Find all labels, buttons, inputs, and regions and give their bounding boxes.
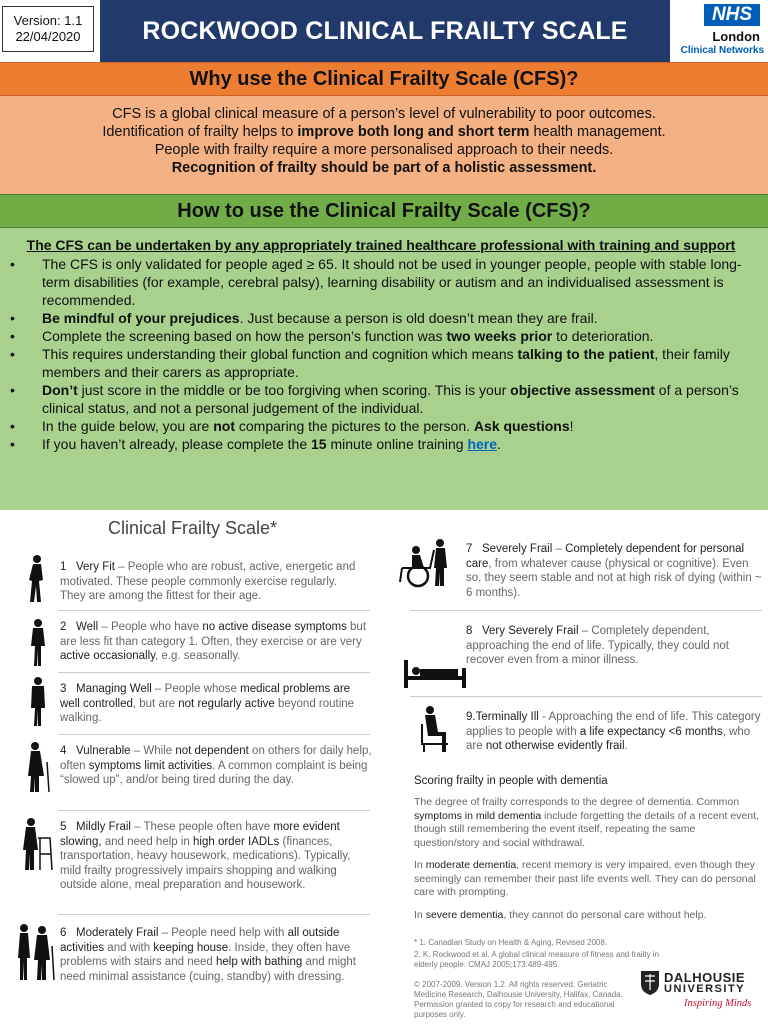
level-2-k1: no active disease symptoms <box>202 621 347 633</box>
level-5-t1: These people often have <box>143 821 274 833</box>
level-4 <box>60 744 372 788</box>
level-6-t3: . Inside, they often have problems with stairs and need <box>60 941 351 968</box>
list-item <box>8 381 754 417</box>
dementia-para-3 <box>414 909 759 923</box>
version-date: 22/04/2020 <box>15 29 81 44</box>
dementia-title: Scoring frailty in people with dementia <box>414 775 608 787</box>
how-b4-c: , their family members and their carers as appropriate. <box>42 346 730 380</box>
how-b6-bold1: not <box>213 418 235 434</box>
level-4-name: Vulnerable <box>76 745 131 757</box>
how-b5-bold2: objective assessment <box>510 382 655 398</box>
level-5-t3: (finances, transportation, heavy housework, medications). Typically, mild frailty progressively impairs shopping and walking outside alone, meal preparation and housework. <box>60 835 351 891</box>
level-8-number: 8 <box>466 625 473 637</box>
copyright-note: © 2007-2009. Version 1.2. All rights reserved. Geriatric Medicine Research, Dalhousie University, Halifax, Canada. Permission granted to copy for research and educational purposes only. <box>414 980 623 1019</box>
bullet: • <box>10 256 15 272</box>
why-body <box>0 96 768 194</box>
level-4-t3: . A common complaint is being “slowed up”, and/or being tired during the day. <box>60 759 368 786</box>
level-6-number: 6 <box>60 927 67 939</box>
how-body <box>0 228 768 510</box>
bullet: • <box>10 328 15 344</box>
level-3 <box>60 682 372 726</box>
version-box <box>2 6 94 52</box>
level-2-name: Well <box>76 621 99 633</box>
how-b2-bold: Be mindful of your prejudices <box>42 310 240 326</box>
level-6-name: Moderately Frail <box>76 927 159 939</box>
level-9-t2: , who are <box>466 725 751 752</box>
nhs-region: London <box>712 29 760 44</box>
dalhousie-name-2: UNIVERSITY <box>664 983 746 995</box>
training-link[interactable]: here <box>467 436 498 452</box>
dementia-p3-a: In <box>414 909 426 921</box>
level-8-t1: Completely dependent, approaching the end of life. Typically, they could not recover even from a minor illness. <box>466 625 729 666</box>
level-6 <box>60 926 372 984</box>
nhs-network: Clinical Networks <box>680 45 764 56</box>
level-3-t3: beyond routine walking. <box>60 697 355 724</box>
list-item <box>8 309 754 327</box>
level-6-t1: People need help with <box>171 927 288 939</box>
level-6-dash: – <box>158 927 172 939</box>
how-intro: The CFS can be undertaken by any appropriately trained healthcare professional with training and support <box>26 237 736 253</box>
level-7-t1: , from whatever cause (physical or cognitive). Even so, they seem stable and not at high risk of dying (within ~ 6 months). <box>466 557 762 599</box>
level-6-t4: and might need minimal assistance (cuing, standby) with dressing. <box>60 956 356 983</box>
how-b7-c: . <box>497 436 501 452</box>
level-7-number: 7 <box>466 543 473 555</box>
why-line-2 <box>0 123 768 141</box>
level-4-dash: – <box>130 745 144 757</box>
why-line-3: People with frailty require a more personalised approach to their needs. <box>154 142 614 158</box>
dementia-p1-b: include forgetting the details of a recent event, though still remembering the event itself, repeating the same question/story and social withdrawal. <box>414 809 759 849</box>
why-line-4 <box>0 159 768 177</box>
nhs-badge: NHS <box>704 4 760 26</box>
how-b7-b: minute online training <box>326 436 468 452</box>
dementia-p1-bold: symptoms in mild dementia <box>414 809 542 822</box>
how-b6-bold2: Ask questions <box>473 418 570 434</box>
how-heading: How to use the Clinical Frailty Scale (CFS)? <box>0 194 768 228</box>
level-5-k2: high order IADLs <box>193 835 280 848</box>
level-5-name: Mildly Frail <box>76 821 131 833</box>
divider <box>410 696 762 697</box>
level-3-dash: – <box>151 683 165 695</box>
level-5 <box>60 820 372 893</box>
level-9 <box>466 710 762 754</box>
level-6-k1: all outside activities <box>60 927 340 954</box>
level-7-k1: Completely dependent for personal care <box>466 543 745 570</box>
how-b6-a: In the guide below, you are <box>42 418 214 434</box>
level-4-k1: not dependent <box>175 745 249 757</box>
how-b4-bold: talking to the patient <box>517 346 655 362</box>
how-b3-a: Complete the screening based on how the person’s function was <box>42 328 447 344</box>
how-b6-c: ! <box>569 418 574 434</box>
level-2-t1: People who have <box>110 621 203 633</box>
scale-title: Clinical Frailty Scale* <box>108 518 278 538</box>
mildly-frail-walker-icon <box>18 816 54 872</box>
level-2-number: 2 <box>60 621 67 633</box>
why-line-2c: health management. <box>529 124 666 140</box>
level-8-name: Very Severely Frail <box>482 625 579 637</box>
level-3-name: Managing Well <box>76 683 152 695</box>
how-list <box>8 255 754 453</box>
level-2 <box>60 620 372 664</box>
divider <box>58 914 370 915</box>
level-3-k1: medical problems are well controlled <box>60 683 351 710</box>
level-5-dash: – <box>130 821 144 833</box>
version-number: Version: 1.1 <box>13 13 83 28</box>
level-3-number: 3 <box>60 683 67 695</box>
level-1-name: Very Fit <box>76 561 115 573</box>
level-9-dash: - <box>538 711 549 723</box>
dementia-p2-b: , recent memory is very impaired, even though they seemingly can remember their past life events well. They can do personal care with prompting. <box>414 859 756 898</box>
level-3-t1: People whose <box>164 683 241 695</box>
how-b7-a: If you haven’t already, please complete the <box>42 436 312 452</box>
level-6-t2: and with <box>104 941 154 954</box>
list-item <box>8 345 754 381</box>
level-7-name: Severely Frail <box>482 543 553 555</box>
very-fit-figure-icon <box>24 554 50 604</box>
severely-frail-wheelchair-icon <box>398 538 458 588</box>
level-4-t1: While <box>143 745 176 757</box>
terminally-ill-seated-icon <box>418 704 454 754</box>
level-2-t3: , e.g. seasonally. <box>155 650 241 662</box>
nhs-logo <box>672 0 768 62</box>
divider <box>58 810 370 811</box>
level-7-dash: – <box>552 543 566 555</box>
level-9-number: 9. <box>466 711 476 723</box>
level-9-k1: a life expectancy <6 months <box>579 725 723 738</box>
level-1-dash: – <box>114 561 128 573</box>
divider <box>58 734 370 735</box>
level-9-t1: Approaching the end of life. This category applies to people with <box>466 711 761 738</box>
why-line-2b: improve both long and short term <box>297 124 530 140</box>
how-b5-a: just score in the middle or be too forgiving when scoring. This is your <box>77 382 511 398</box>
list-item <box>8 255 754 309</box>
level-9-t3: . <box>624 740 628 752</box>
level-8 <box>466 624 762 668</box>
level-6-k2: keeping house <box>153 941 229 954</box>
how-b1: The CFS is only validated for people aged ≥ 65. It should not be used in younger people, people with stable long-term disabilities (for example, cerebral palsy), learning disability or autism and an individualised assessment is recommended. <box>42 256 742 308</box>
level-2-k2: active occasionally <box>60 650 156 662</box>
header <box>0 0 768 62</box>
dalhousie-logo <box>640 968 764 1014</box>
why-heading: Why use the Clinical Frailty Scale (CFS)? <box>0 62 768 96</box>
level-5-k1: more evident slowing, <box>60 821 340 848</box>
dementia-p3-b: , they cannot do personal care without help. <box>503 909 707 921</box>
bullet: • <box>10 346 15 362</box>
level-1-number: 1 <box>60 561 67 573</box>
bullet: • <box>10 436 15 452</box>
level-1 <box>60 560 360 604</box>
divider <box>58 610 370 611</box>
reference-2: 2. K. Rockwood et al. A global clinical measure of fitness and frailty in elderly people. CMAJ 2005;173:489-495. <box>414 950 660 969</box>
level-5-t2: and need help in <box>101 835 194 848</box>
frailty-scale <box>0 510 768 1024</box>
vulnerable-figure-icon <box>22 740 52 794</box>
how-b6-b: comparing the pictures to the person. <box>235 418 474 434</box>
divider <box>410 610 762 611</box>
managing-well-figure-icon <box>26 676 50 728</box>
level-4-t2: on others for daily help, often <box>60 745 372 772</box>
reference-1: * 1. Canadian Study on Health & Aging, Revised 2008. <box>414 938 608 947</box>
dalhousie-crest-icon <box>640 970 660 996</box>
moderately-frail-assisted-icon <box>14 922 56 982</box>
level-9-name: Terminally Ill <box>475 711 539 723</box>
dementia-p1-a: The degree of frailty corresponds to the degree of dementia. Common <box>414 796 740 808</box>
level-4-number: 4 <box>60 745 67 757</box>
list-item <box>8 417 754 435</box>
level-5-number: 5 <box>60 821 67 833</box>
dementia-para-2 <box>414 859 759 900</box>
level-4-k2: symptoms limit activities <box>88 759 213 772</box>
how-b3-bold: two weeks prior <box>446 328 553 344</box>
list-item <box>8 327 754 345</box>
how-b7-bold: 15 <box>311 436 327 452</box>
level-3-t2: , but are <box>132 697 179 710</box>
level-2-dash: – <box>98 621 111 633</box>
dementia-p2-a: In <box>414 859 426 871</box>
bullet: • <box>10 382 15 398</box>
dementia-p3-bold: severe dementia <box>425 909 504 921</box>
why-line-4-text: Recognition of frailty should be part of a holistic assessment. <box>171 160 597 176</box>
level-2-t2: but are less fit than category 1. Often, they exercise or are very <box>60 621 367 648</box>
dalhousie-tagline: Inspiring Minds <box>684 998 752 1009</box>
level-9-k2: not otherwise evidently frail <box>485 740 625 752</box>
how-b4-a: This requires understanding their global function and cognition which means <box>42 346 518 362</box>
how-b2-rest: . Just because a person is old doesn’t mean they are frail. <box>239 310 598 326</box>
why-line-1: CFS is a global clinical measure of a person’s level of vulnerability to poor outcomes. <box>112 106 656 122</box>
how-b5-bold1: Don’t <box>42 382 78 398</box>
bullet: • <box>10 418 15 434</box>
level-7 <box>466 542 762 600</box>
level-6-k3: help with bathing <box>215 956 303 968</box>
well-figure-icon <box>26 618 50 668</box>
bullet: • <box>10 310 15 326</box>
list-item <box>8 435 754 453</box>
how-b5-c: of a person’s clinical status, and not a personal judgement of the individual. <box>42 382 739 416</box>
level-8-dash: – <box>578 625 592 637</box>
very-severely-frail-bed-icon <box>402 656 468 690</box>
dementia-para-1 <box>414 796 759 850</box>
page-title: ROCKWOOD CLINICAL FRAILTY SCALE <box>100 0 670 62</box>
divider <box>58 672 370 673</box>
how-b3-c: to deterioration. <box>552 328 654 344</box>
level-1-text: People who are robust, active, energetic and motivated. These people commonly exercise regularly. They are among the fittest for their age. <box>60 561 356 602</box>
why-line-2a: Identification of frailty helps to <box>102 124 298 140</box>
level-3-k2: not regularly active <box>178 697 275 710</box>
dalhousie-name-1: DALHOUSIE <box>664 970 746 985</box>
dementia-p2-bold: moderate dementia <box>425 859 517 871</box>
